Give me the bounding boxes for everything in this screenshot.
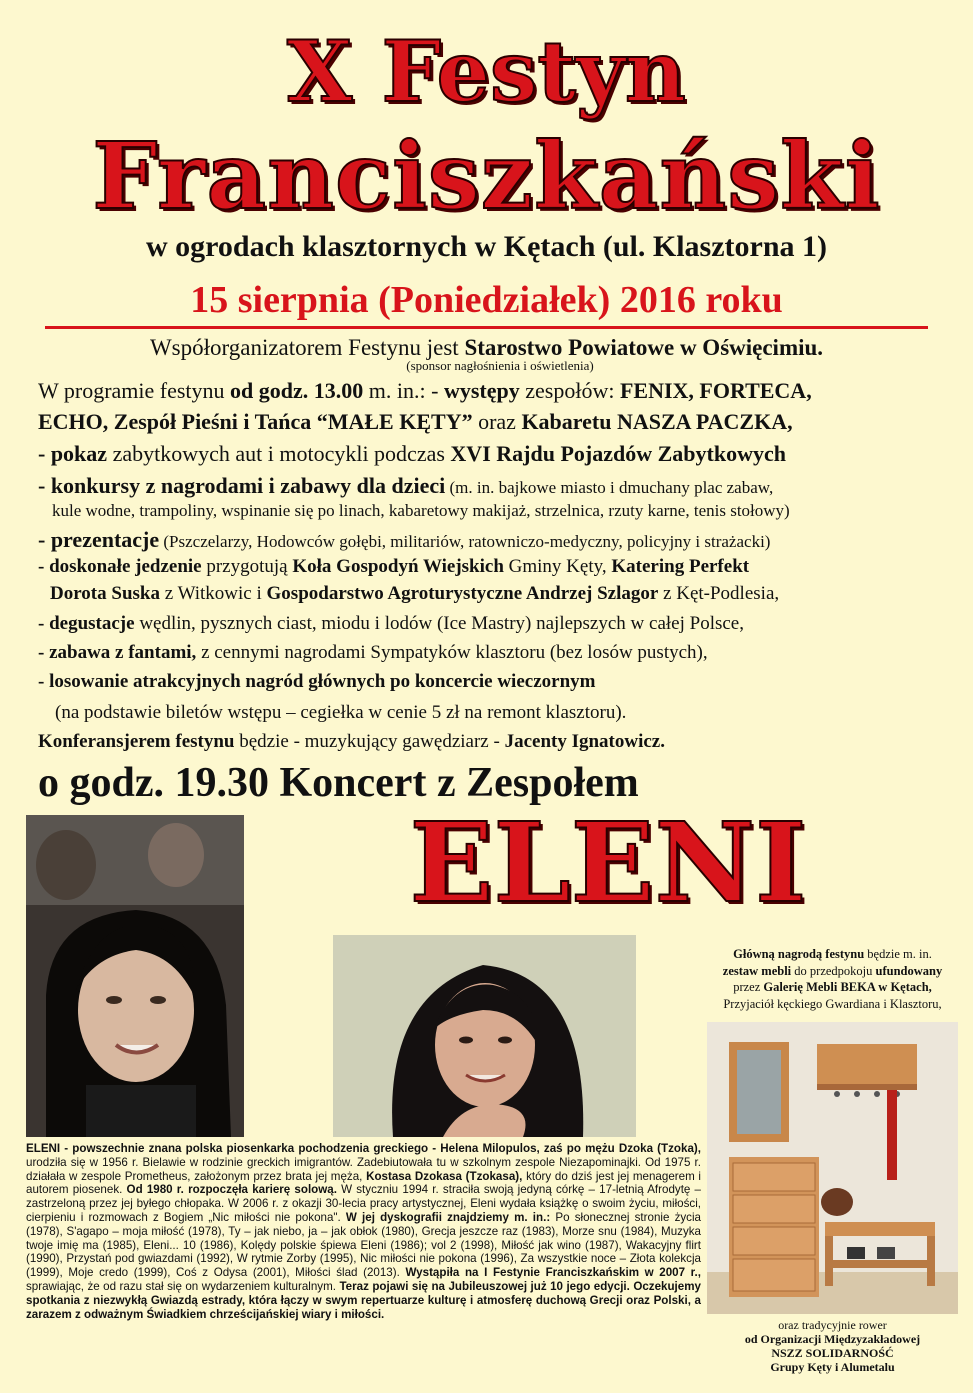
sponsor-note: (sponsor nagłośnienia i oświetlenia): [406, 358, 594, 373]
program-line-9: - degustacje wędlin, pysznych ciast, miodu i lodów (Ice Mastry) najlepszych w całej Polsce,: [38, 613, 744, 634]
artist-biography: ELENI - powszechnie znana polska piosenkarka pochodzenia greckiego - Helena Milopulos, zaś po mężu Dzoka (Tzoka), urodziła się w 1956 r. Bielawie w rodzinie greckich imigrantów. Zadebiutowała tu w szkolnym zespole Niezapominajki. Od 1975 r. działała w zespole Prometheus, założonym przez brata jej męża, Kostasa Dzokasa (Tzokasa), który do dziś jest jej menagerem i autorem piosenek. Od 1980 r. rozpoczęła karierę solową. W styczniu 1994 r. straciła swoją jedyną córkę – 17-letnią Afrodytę – zastrzeloną przez jej byłego chłopaka. W 2006 r. z okazji 30-lecia pracy artystycznej, Eleni wydała książkę o swoim życiu, miłości, cierpieniu i rozmowach z Bogiem „Nic miłości nie pokona". W jej dyskografii znajdziemy m. in.: Po słonecznej stronie życia (1978), S'agapo – moja miłość (1978), Ty – jak niebo, ja – jak obłok (1980), Grecja jeszcze raz (1983), Morze snu (1984), Muzyka twoje imię ma (1985), Eleni... 10 (1986), Kolędy polskie śpiewa Eleni (1986); vol 2 (1998), Miłość jak wino (1987), Wakacyjny flirt (1990), Przystań pod gwiazdami (1992), W rytmie Zorby (1995), Nic miłości nie pokona (1996), Za wszystkie noce – Złota kolekcja (1999), Moje credo (1999), Coś z Odysa (2001), Miłości ślad (2013). Wystąpiła na I Festynie Franciszkańskim w 2007 r., sprawiając, że od razu stał się on wydarzeniem kulturalnym. Teraz pojawi się na Jubileuszowej już 10 jego edycji. Oczekujemy spotkania z niezwykłą Gwiazdą estrady, która łączy w swym repertuarze kulturę i atmosferę duchową Grecji oraz Polski, a zarazem z odważnym Świadkiem chrześcijańskiej wiary i miłości.: [26, 1142, 702, 1321]
program-line-5: kule wodne, trampoliny, wspinanie się po linach, kabaretowy makijaż, strzelnica, rzuty karne, tenis stołowy): [52, 501, 790, 520]
program-line-3: - pokaz zabytkowych aut i motocykli podczas XVI Rajdu Pojazdów Zabytkowych: [38, 441, 786, 466]
program-line-8: Dorota Suska z Witkowic i Gospodarstwo Agroturystyczne Andrzej Szlagor z Kęt-Podlesia,: [50, 583, 780, 604]
location-subtitle: w ogrodach klasztornych w Kętach (ul. Klasztorna 1): [145, 230, 828, 263]
coorganizer-line: [0, 336, 973, 359]
coorganizer-name: Starostwo Powiatowe w Oświęcimiu.: [464, 335, 824, 360]
program-line-2: ECHO, Zespół Pieśni i Tańca “MAŁE KĘTY” oraz Kabaretu NASZA PACZKA,: [38, 409, 793, 434]
program-line-4: - konkursy z nagrodami i zabawy dla dzieci (m. in. bajkowe miasto i dmuchany plac zabaw,: [38, 473, 774, 498]
program-line-13: Konferansjerem festynu będzie - muzykujący gawędziarz - Jacenty Ignatowicz.: [38, 731, 665, 752]
poster-title-line2: Franciszkański: [92, 122, 881, 230]
program-line-1: W programie festynu od godz. 13.00 m. in.: - występy zespołów: FENIX, FORTECA,: [38, 378, 812, 403]
concert-line: o godz. 19.30 Koncert z Zespołem: [38, 760, 639, 806]
artist-name: ELENI: [409, 798, 807, 927]
main-prize-info: Główną nagrodą festynu będzie m. in. zestaw mebli do przedpokoju ufundowany przez Galerię Mebli BEKA w Kętach, Przyjaciół kęckiego Gwardiana i Klasztoru,: [722, 947, 943, 1011]
program-line-11: - losowanie atrakcyjnych nagród głównych po koncercie wieczornym: [38, 671, 596, 692]
event-date: 15 sierpnia (Poniedziałek) 2016 roku: [190, 279, 783, 321]
artist-photo-1: [26, 815, 244, 1137]
bicycle-prize-info: oraz tradycyjnie rower od Organizacji Międzyzakładowej NSZZ SOLIDARNOŚĆ Grupy Kęty i Alumetalu: [744, 1318, 921, 1374]
program-line-6: - prezentacje (Pszczelarzy, Hodowców gołębi, militariów, ratowniczo-medyczny, policyjny i strażacki): [38, 527, 771, 552]
poster-title-line1: X Festyn: [287, 22, 686, 121]
program-line-12: (na podstawie biletów wstępu – cegiełka w cenie 5 zł na remont klasztoru).: [55, 702, 627, 723]
furniture-set-image: [707, 1022, 958, 1314]
program-line-10: - zabawa z fantami, z cennymi nagrodami Sympatyków klasztoru (bez losów pustych),: [38, 642, 708, 663]
program-line-7: - doskonałe jedzenie przygotują Koła Gospodyń Wiejskich Gminy Kęty, Katering Perfekt: [38, 556, 750, 577]
date-underline: [45, 326, 928, 329]
coorganizer-prefix: Współorganizatorem Festynu jest: [149, 335, 465, 360]
artist-photo-2: [333, 935, 636, 1137]
